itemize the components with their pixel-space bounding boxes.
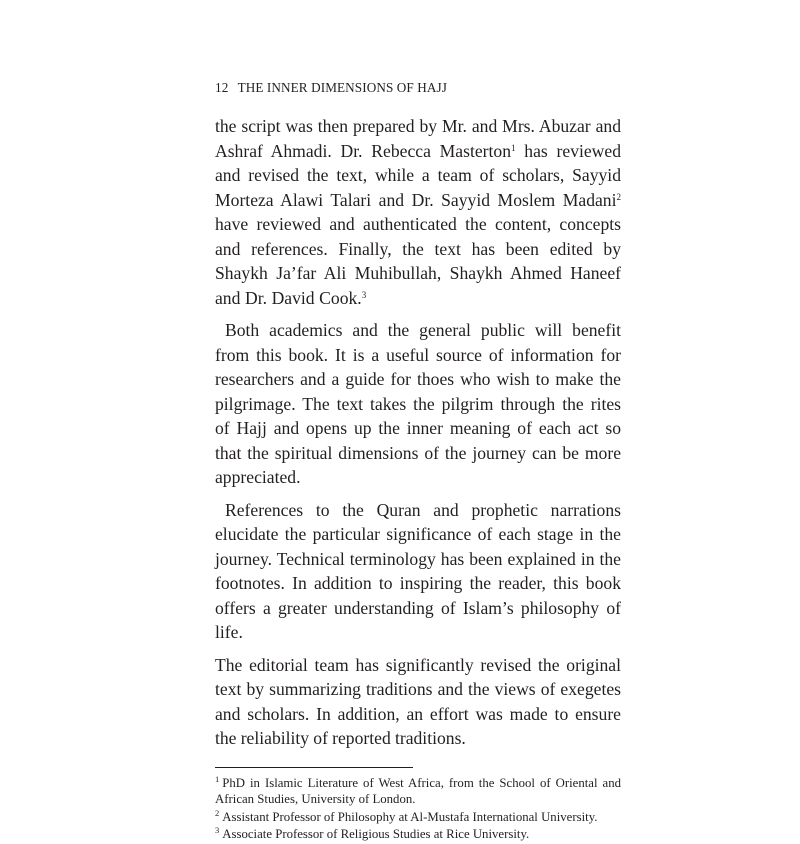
footnote-mark-3: 3 (215, 825, 220, 835)
page-number: 12 (215, 80, 229, 95)
footnote-2 (215, 809, 621, 826)
running-header (215, 78, 621, 98)
footnote-ref-3[interactable]: 3 (361, 289, 367, 300)
paragraph-1-text-a: the script was then prepared by Mr. and Mrs. Abuzar and Ashraf Ahmadi. Dr. Rebecca Masterton (215, 116, 621, 161)
footnote-text-1: PhD in Islamic Literature of West Africa, from the School of Oriental and African Studies, University of London. (215, 775, 621, 806)
footnote-ref-2[interactable]: 2 (616, 191, 621, 202)
footnotes (215, 775, 621, 843)
footnote-mark-1: 1 (215, 773, 220, 784)
footnote-text-3: Associate Professor of Religious Studies at Rice University. (222, 827, 530, 841)
paragraph-1-text-c: have reviewed and authenticated the content, concepts and references. Finally, the text has been edited by Shaykh Ja’far Ali Muhibullah, Shaykh Ahmed Haneef and Dr. David Cook. (215, 214, 621, 308)
footnote-mark-2: 2 (215, 807, 220, 818)
book-page (215, 78, 621, 844)
paragraph-1-text-b: has reviewed and revised the text, while a team of scholars, Sayyid Morteza Alawi Talari and Dr. Sayyid Moslem Madani (215, 140, 621, 210)
paragraph-4: The editorial team has significantly revised the original text by summarizing traditions and the views of exegetes and scholars. In addition, an effort was made to ensure the reliability of reported traditions. (215, 654, 621, 748)
footnote-3 (215, 826, 621, 843)
footnote-ref-1[interactable]: 1 (511, 142, 516, 153)
paragraph-3: References to the Quran and prophetic narrations elucidate the particular significance of each stage in the journey. Technical terminology has been explained in the footnotes. In addition to inspiring the reader, this book offers a greater understanding of Islam’s philosophy of life. (215, 499, 621, 642)
paragraph-2: Both academics and the general public will benefit from this book. It is a useful source of information for researchers and a guide for thoes who wish to make the pilgrimage. The text takes the pilgrim through the rites of Hajj and opens up the inner meaning of each act so that the spiritual dimensions of the journey can be more appreciated. (215, 320, 621, 487)
paragraph-1 (215, 114, 621, 310)
footnote-divider (215, 767, 413, 768)
footnote-1 (215, 775, 621, 808)
running-title: THE INNER DIMENSIONS OF HAJJ (237, 80, 447, 95)
footnote-text-2: Assistant Professor of Philosophy at Al-Mustafa International University. (222, 809, 598, 824)
